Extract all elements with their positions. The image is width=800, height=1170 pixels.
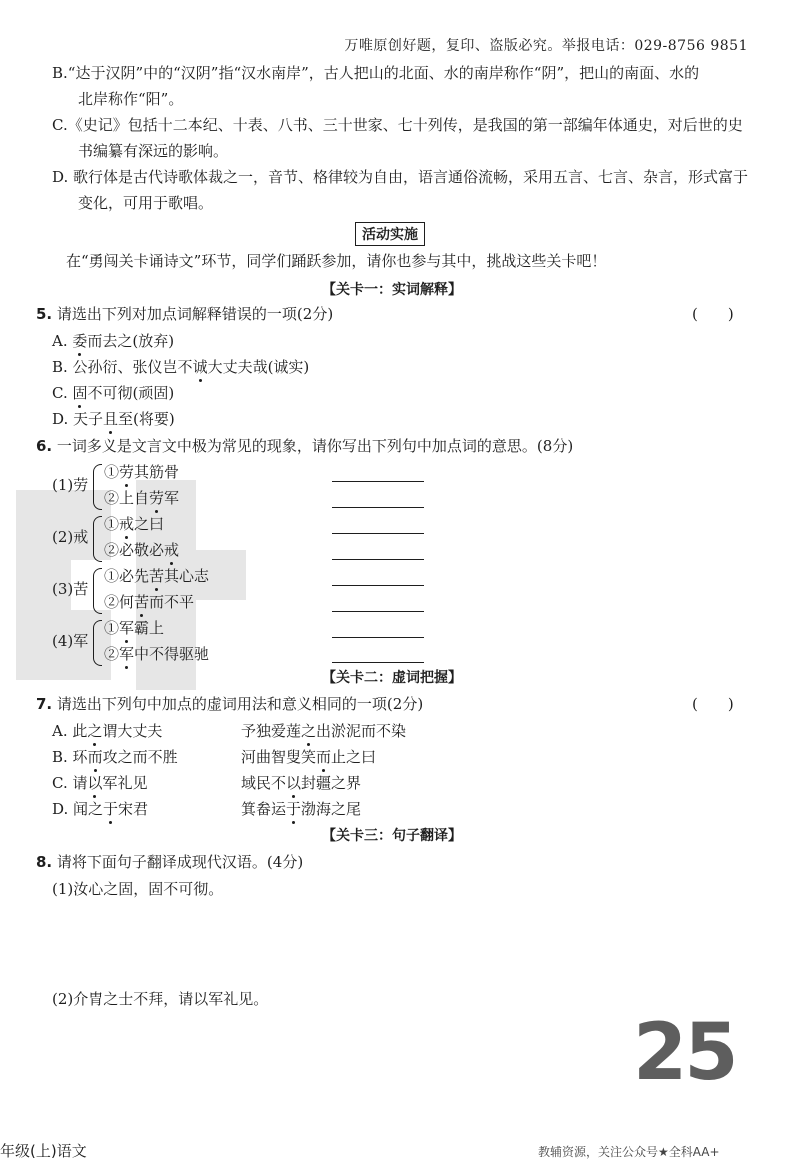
q5-c-dotted-word: 固 bbox=[72, 384, 88, 402]
footer-promo: 教辅资源，关注公众号★全科AA+ bbox=[538, 1145, 720, 1159]
q5-option-c: C. 固不可彻(顽固) bbox=[52, 384, 175, 402]
q7-option-c-right: 域民不以封疆之界 bbox=[241, 774, 362, 792]
q7-option-b-right: 河曲智叟笑而止之曰 bbox=[241, 748, 377, 766]
q7-answer-paren[interactable]: ( ) bbox=[692, 695, 734, 713]
q6-answer-line-3[interactable] bbox=[332, 533, 424, 534]
q7-stem-text: 请选出下列句中加点的虚词用法和意义相同的一项(2分) bbox=[56, 695, 424, 713]
q6-group4-label: (4)军 bbox=[52, 632, 89, 650]
q6-group3-item1: ①必先苦其心志 bbox=[104, 567, 210, 585]
q5-a-dotted-word: 委 bbox=[72, 332, 88, 350]
section-intro: 在“勇闯关卡诵诗文”环节，同学们踊跃参加，请你也参与其中，挑战这些关卡吧！ bbox=[66, 252, 607, 270]
q6-group4-item2: ②军中不得驱驰 bbox=[104, 645, 210, 663]
q7-option-a-right: 予独爱莲之出淤泥而不染 bbox=[241, 722, 407, 740]
q6-stem bbox=[36, 435, 573, 457]
option-b-line1: B.“达于汉阴”中的“汉阴”指“汉水南岸”，古人把山的北面、水的南岸称作“阴”，把山的南面、水的 bbox=[52, 64, 700, 82]
q6-stem-text: 一词多义是文言文中极为常见的现象，请你写出下列句中加点词的意思。(8分) bbox=[56, 437, 574, 455]
option-b-line2: 北岸称作“阳”。 bbox=[78, 90, 184, 108]
q6-answer-line-2[interactable] bbox=[332, 507, 424, 508]
option-c-line2: 书编纂有深远的影响。 bbox=[78, 142, 229, 160]
q5-option-b: B. 公孙衍、张仪岂不诚大丈夫哉(诚实) bbox=[52, 358, 310, 376]
q8-answer-area-2[interactable] bbox=[52, 1015, 612, 1115]
q6-answer-line-5[interactable] bbox=[332, 585, 424, 586]
section-title: 活动实施 bbox=[355, 222, 425, 246]
q7-number: 7. bbox=[36, 695, 53, 713]
q6-number: 6. bbox=[36, 437, 53, 455]
q5-option-d: D. 天子且至(将要) bbox=[52, 410, 175, 428]
q6-answer-line-6[interactable] bbox=[332, 611, 424, 612]
q8-number: 8. bbox=[36, 853, 53, 871]
q6-group4-brace bbox=[93, 620, 102, 666]
level-three-title: 【关卡三：句子翻译】 bbox=[322, 828, 462, 844]
q7-option-d-left: D. 闻之于宋君 bbox=[52, 800, 149, 818]
q5-stem-text: 请选出下列对加点词解释错误的一项(2分) bbox=[56, 305, 334, 323]
q6-group2-brace bbox=[93, 516, 102, 562]
q6-group1-label: (1)劳 bbox=[52, 476, 89, 494]
q5-d-dotted-word: 且 bbox=[103, 410, 119, 428]
q6-group1-brace bbox=[93, 464, 102, 510]
q6-group2-item2: ②必敬必戒 bbox=[104, 541, 180, 559]
q7-option-a-left: A. 此之谓大丈夫 bbox=[52, 722, 163, 740]
q7-option-d-right: 箕畚运于渤海之尾 bbox=[241, 800, 362, 818]
option-d-line2: 变化，可用于歌唱。 bbox=[78, 194, 214, 212]
q5-number: 5. bbox=[36, 305, 53, 323]
level-two-title: 【关卡二：虚词把握】 bbox=[322, 670, 462, 686]
q6-answer-line-7[interactable] bbox=[332, 637, 424, 638]
q5-b-dotted-word: 诚 bbox=[192, 358, 208, 376]
option-d-line1: D. 歌行体是古代诗歌体裁之一，音节、格律较为自由，语言通俗流畅，采用五言、七言、杂言，形式富于 bbox=[52, 168, 749, 186]
q8-stem-text: 请将下面句子翻译成现代汉语。(4分) bbox=[56, 853, 304, 871]
page-number: 25 bbox=[633, 1008, 736, 1098]
q5-answer-paren[interactable]: ( ) bbox=[692, 305, 734, 323]
option-c-line1: C.《史记》包括十二本纪、十表、八书、三十世家、七十列传，是我国的第一部编年体通史，对后世的史 bbox=[52, 116, 743, 134]
q6-answer-line-1[interactable] bbox=[332, 481, 424, 482]
q8-sentence-2: (2)介胄之士不拜，请以军礼见。 bbox=[52, 990, 269, 1008]
q6-group1-item1: ①劳其筋骨 bbox=[104, 463, 180, 481]
q5-option-a: A. 委而去之(放弃) bbox=[52, 332, 175, 350]
q6-group2-item1: ①戒之曰 bbox=[104, 515, 165, 533]
q6-answer-line-4[interactable] bbox=[332, 559, 424, 560]
q6-group3-label: (3)苦 bbox=[52, 580, 89, 598]
q6-group4-item1: ①军霸上 bbox=[104, 619, 165, 637]
footer-book-title: 年级(上)语文 bbox=[0, 1142, 87, 1160]
q6-group1-item2: ②上自劳军 bbox=[104, 489, 180, 507]
level-one-title: 【关卡一：实词解释】 bbox=[322, 282, 462, 298]
q8-stem bbox=[36, 851, 303, 873]
q8-sentence-1: (1)汝心之固，固不可彻。 bbox=[52, 880, 224, 898]
q5-stem bbox=[36, 303, 333, 325]
q7-stem bbox=[36, 693, 423, 715]
q6-answer-line-8[interactable] bbox=[332, 662, 424, 663]
q6-group2-label: (2)戒 bbox=[52, 528, 89, 546]
q8-answer-area-1[interactable] bbox=[52, 905, 752, 980]
q7-option-b-left: B. 环而攻之而不胜 bbox=[52, 748, 178, 766]
q6-group3-brace bbox=[93, 568, 102, 614]
q6-group3-item2: ②何苦而不平 bbox=[104, 593, 195, 611]
copyright-header: 万唯原创好题，复印、盗版必究。举报电话：029-8756 9851 bbox=[344, 38, 748, 54]
q7-option-c-left: C. 请以军礼见 bbox=[52, 774, 148, 792]
